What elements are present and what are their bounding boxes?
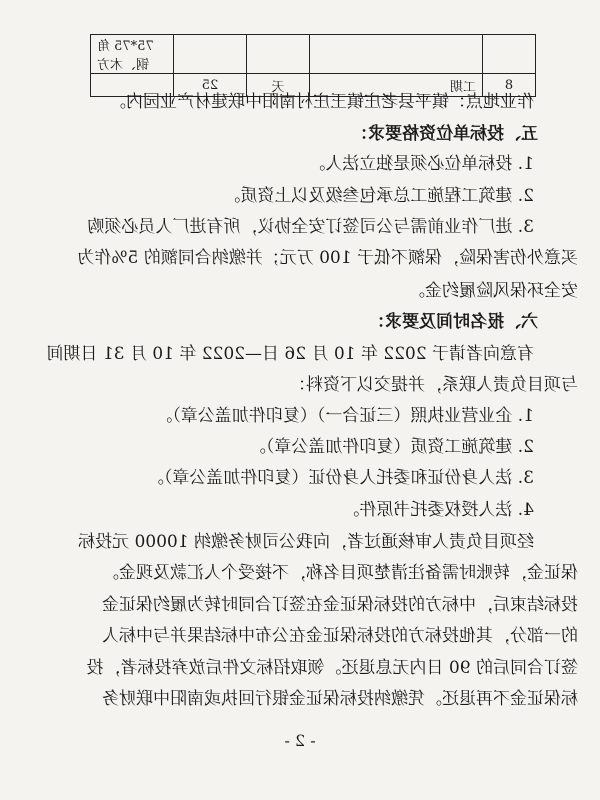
text-line: 买意外伤害保险，保额不低于 100 万元；并缴纳合同额的 5%作为 [77,248,578,268]
section-heading-qualification: 五、投标单位资格要求： [351,124,538,144]
schedule-table [90,34,536,97]
unit-cell: 天 [247,74,310,97]
document-item: 4. 法人授权委托书原件。 [342,500,534,520]
text-line: 与项目负责人联系，并提交以下资料： [289,375,578,395]
requirement-item: 3. 进厂作业前需与公司签订安全协议，所有进厂人员必须购 [87,217,534,237]
requirement-item: 2. 建筑工程施工总承包叁级及以上资质。 [223,186,534,206]
text-line: 标保证金不再退还。凭缴纳投标保证金银行回执或南阳中联财务 [102,689,578,709]
item-cell: 工期 [310,74,483,97]
document-item: 1. 企业营业执照（三证合一）（复印件加盖公章）。 [155,406,534,426]
text-line: 签订合同后的 90 日内无息退还。领取招标文件后放弃投标者，投 [86,658,578,678]
text-line: 保证金，转账时需备注清楚项目名称，不接受个人汇款及现金。 [102,563,578,583]
material-spec-cell: 75*75 角钢、木方 [91,35,174,74]
requirement-item: 1. 投标单位必须是独立法人。 [308,154,534,174]
text-line: 投标结束后，中标方的投标保证金在签订合同时转为履约保证金 [102,595,578,615]
row-number-cell: 8 [483,74,536,97]
text-line: 安全环保风险履约金。 [408,281,578,301]
text-line: 经项目负责人审核通过者，向我公司财务缴纳 10000 元投标 [78,532,534,552]
page-number: - 2 - [284,731,316,750]
table-row [91,35,536,74]
document-item: 3. 法人身份证和委托人身份证（复印件加盖公章）。 [146,468,534,488]
text-line: 有意向者请于 2022 年 10 月 26 日—2022 年 10 月 31 日期间 [46,344,534,364]
text-line: 的一部分，其他投标方的投标保证金在公布中标结果并与中标人 [102,626,578,646]
quantity-cell: 25 [174,74,247,97]
document-item: 2. 建筑施工资质（复印件加盖公章）。 [248,437,534,457]
section-heading-registration: 六、报名时间及要求： [368,312,538,332]
work-location-line: 作业地点：镇平县老庄镇王庄村南阳中联建材产业园内。 [109,92,534,112]
